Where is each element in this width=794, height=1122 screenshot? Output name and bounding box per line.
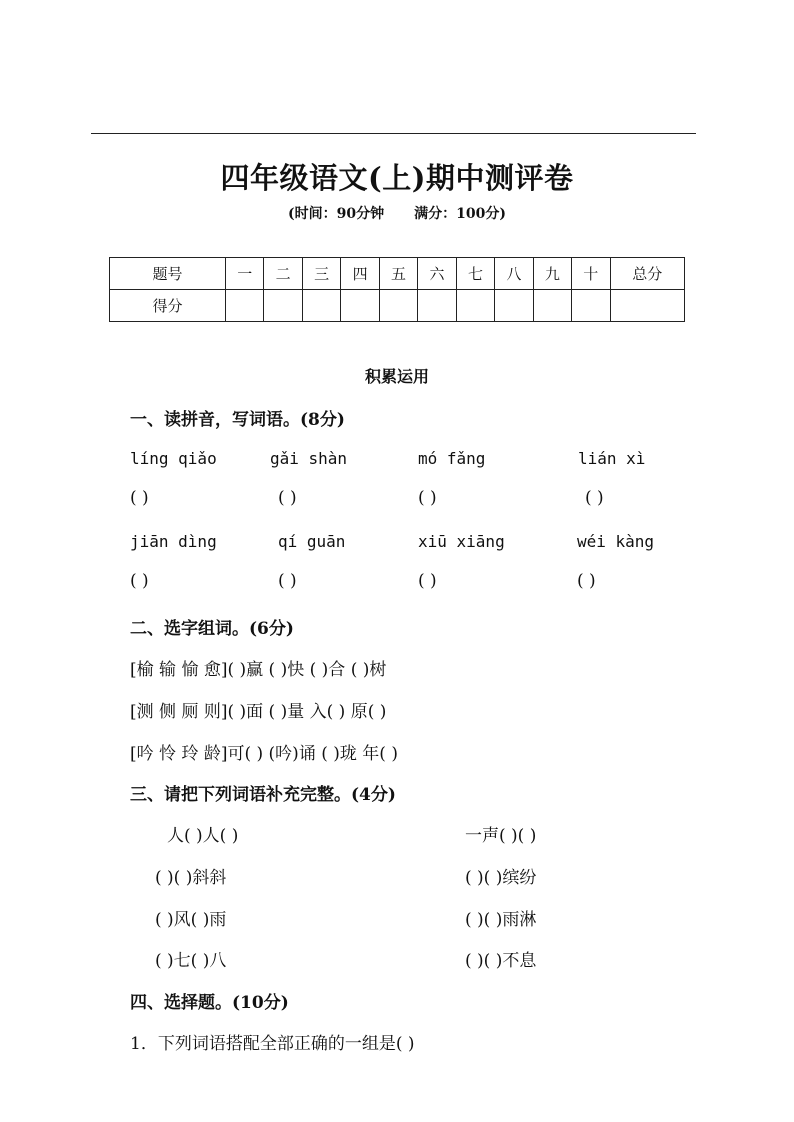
score-entry-cell[interactable]: [264, 290, 302, 322]
score-table-cell: 六: [418, 258, 456, 290]
score-table-cell: 五: [379, 258, 417, 290]
idiom-item: ( )( )不息: [465, 951, 537, 971]
pinyin-item: lián xì: [578, 449, 646, 468]
answer-blank[interactable]: ( ): [418, 571, 437, 591]
full-score: 满分：100分): [414, 206, 506, 222]
pinyin-item: wéi kàng: [577, 532, 655, 551]
word-choice-line: [测 侧 厕 则]( )面 ( )量 入( ) 原( ): [130, 702, 387, 722]
score-entry-cell[interactable]: [302, 290, 340, 322]
idiom-item: ( )( )雨淋: [465, 910, 537, 930]
score-entry-cell[interactable]: [418, 290, 456, 322]
pinyin-item: líng qiǎo: [130, 449, 217, 468]
pinyin-item: gǎi shàn: [270, 449, 348, 468]
question-2-heading: 二、选字组词。(6分): [130, 619, 294, 639]
section-title: 积累运用: [364, 367, 429, 386]
score-table-cell: 八: [495, 258, 533, 290]
idiom-item: 一声( )( ): [465, 826, 537, 846]
answer-blank[interactable]: ( ): [577, 571, 596, 591]
question-1-heading: 一、读拼音，写词语。(8分): [130, 410, 345, 430]
score-table-cell: 三: [302, 258, 340, 290]
page-title: 四年级语文(上)期中测评卷: [220, 161, 574, 195]
pinyin-item: jiān dìng: [130, 532, 217, 551]
score-table-cell: 四: [341, 258, 379, 290]
question-4-heading: 四、选择题。(10分): [130, 993, 289, 1013]
score-entry-cell[interactable]: [226, 290, 264, 322]
score-table-cell: 得分: [110, 290, 226, 322]
idiom-item: ( )( )斜斜: [155, 868, 227, 888]
score-table-cell: 九: [533, 258, 571, 290]
score-table-cell: 题号: [110, 258, 226, 290]
pinyin-item: qí guān: [278, 532, 346, 551]
answer-blank[interactable]: ( ): [418, 488, 437, 508]
score-table-score-row: [110, 290, 685, 322]
word-choice-line: [吟 怜 玲 龄]可( ) (吟)诵 ( )珑 年( ): [130, 744, 398, 764]
score-table-cell: 七: [456, 258, 494, 290]
score-entry-cell[interactable]: [495, 290, 533, 322]
word-choice-line: [榆 输 愉 愈]( )赢 ( )快 ( )合 ( )树: [130, 660, 387, 680]
score-table-cell: 十: [572, 258, 610, 290]
score-table-cell: 总分: [610, 258, 684, 290]
answer-blank[interactable]: ( ): [130, 571, 149, 591]
idiom-item: ( )( )缤纷: [465, 868, 537, 888]
score-entry-cell[interactable]: [610, 290, 684, 322]
pinyin-item: xiū xiāng: [418, 532, 505, 551]
answer-blank[interactable]: ( ): [278, 488, 297, 508]
exam-info: [0, 203, 794, 223]
score-table: [109, 257, 685, 322]
score-entry-cell[interactable]: [533, 290, 571, 322]
answer-blank[interactable]: ( ): [278, 571, 297, 591]
question-3-heading: 三、请把下列词语补充完整。(4分): [130, 785, 396, 805]
pinyin-item: mó fǎng: [418, 449, 486, 468]
score-entry-cell[interactable]: [341, 290, 379, 322]
score-entry-cell[interactable]: [379, 290, 417, 322]
answer-blank[interactable]: ( ): [585, 488, 604, 508]
idiom-item: ( )七( )八: [155, 951, 227, 971]
idiom-item: 人( )人( ): [167, 826, 239, 846]
header-rule: [91, 133, 696, 134]
question-4-item-1: 1．下列词语搭配全部正确的一组是( ): [130, 1034, 415, 1054]
score-table-cell: 二: [264, 258, 302, 290]
score-table-cell: 一: [226, 258, 264, 290]
answer-blank[interactable]: ( ): [130, 488, 149, 508]
idiom-item: ( )风( )雨: [155, 910, 227, 930]
score-entry-cell[interactable]: [456, 290, 494, 322]
score-table-header-row: [110, 258, 685, 290]
score-entry-cell[interactable]: [572, 290, 610, 322]
time-limit: (时间：90分钟: [288, 206, 385, 222]
